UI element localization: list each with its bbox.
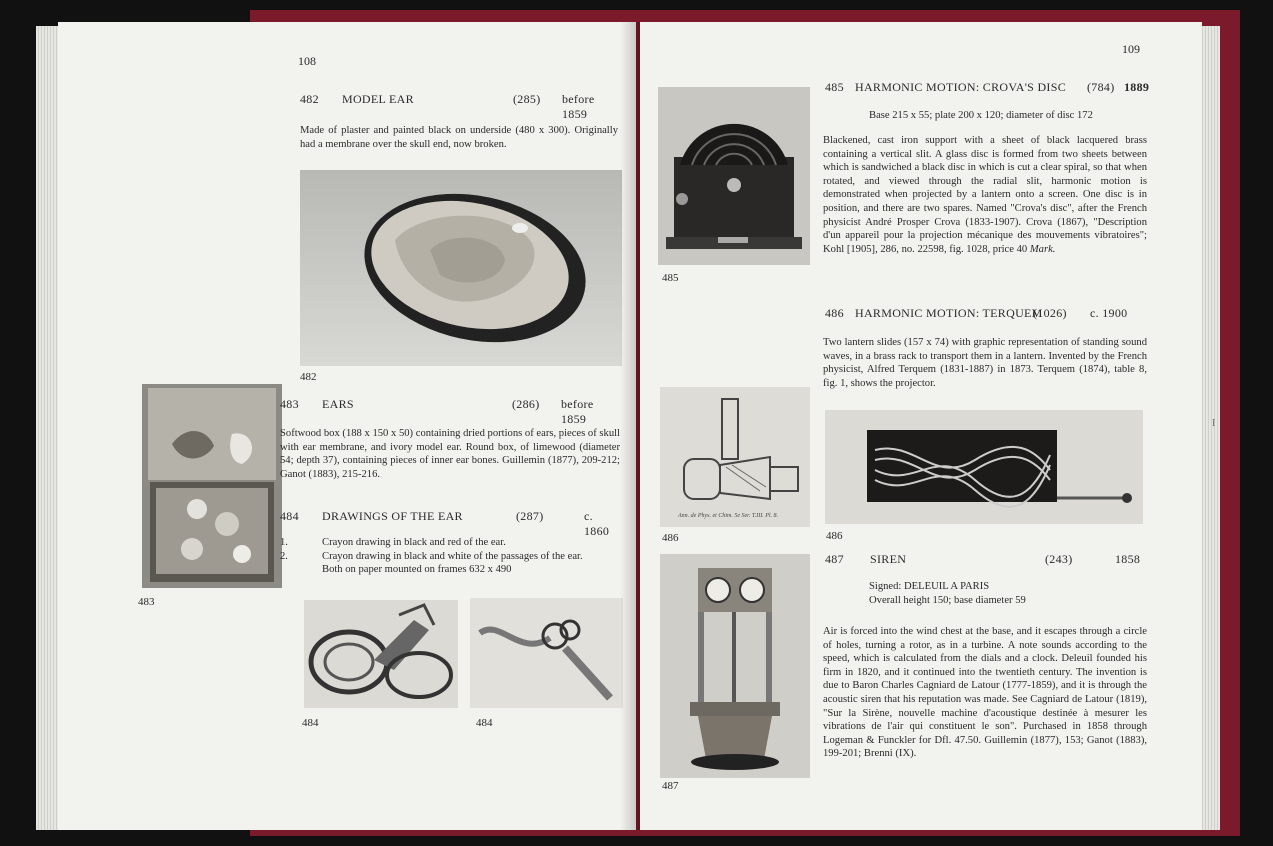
entry-signed-487: Signed: DELEUIL A PARIS xyxy=(869,581,990,592)
list-item-number: 1. xyxy=(280,537,288,548)
entry-title: HARMONIC MOTION: TERQUEM xyxy=(855,306,1043,320)
entry-text-482: Made of plaster and painted black on underside (480 x 300). Originally had a membrane over the skull end, now broken. xyxy=(300,125,618,150)
entry-title: MODEL EAR xyxy=(342,92,414,106)
entry-ref: (286) xyxy=(512,397,540,411)
figure-caption: 483 xyxy=(138,596,155,608)
entry-text-487: Air is forced into the wind chest at the base, and it escapes through a circle of holes, turning a rotor, as in a turbine. A note sounds according to the speed, which is calculated from the dials and a clock. Deleuil founded his firm in 1820, and it continued into the twentieth century. The invention is due to Baron Charles Cagniard de Latour (1777-1859), and it is through the acoustic siren that his reputation was made. See Cagniard de Latour (1819), "Sur la Sirène, nouvelle machine d'acoustique destinée à mesurer les vibrations de l'air qui constituent le son". Purchased in 1858 through Logeman & Funckler for Dfl. 47.50. Guillemin (1877), 153; Ganot (1883), 199-201; Brenni (IX). xyxy=(823,626,1147,760)
entry-text-486: Two lantern slides (157 x 74) with graphic representation of standing sound waves, in a brass rack to transport them in a lantern. Invented by the French physicist, Alfred Terquem (1831-1887) in 1873. Terquem (1874), table 8, fig. 1, shows the projector. xyxy=(823,337,1147,389)
entry-heading-482 xyxy=(300,92,620,121)
ear-drawing-image-1 xyxy=(304,600,458,708)
entry-number: 485 xyxy=(825,80,844,94)
entry-title: SIREN xyxy=(870,552,907,566)
figure-caption: 482 xyxy=(300,371,317,383)
entry-number: 486 xyxy=(825,306,844,320)
entry-date: 1858 xyxy=(1115,552,1141,566)
drawings-list xyxy=(280,536,620,577)
entry-ref: (287) xyxy=(516,509,544,523)
entry-heading-483 xyxy=(280,397,620,426)
entry-heading-485 xyxy=(825,80,1150,96)
entry-heading-486 xyxy=(825,306,1145,322)
entry-text-485 xyxy=(823,134,1147,256)
entry-heading-487 xyxy=(825,552,1145,568)
entry-title: HARMONIC MOTION: CROVA'S DISC xyxy=(855,80,1067,94)
entry-ref: (243) xyxy=(1045,552,1073,566)
figure-caption: 484 xyxy=(302,717,319,729)
entry-body: Blackened, cast iron support with a sheet of black lacquered brass containing a vertical slit. A glass disc is formed from two sheets between which is sandwiched a black disc in which is cut a clear spiral, so that when rotated, and viewed through the radial slit, harmonic motion is demonstrated when projected by a lantern onto a screen. One disc is in position, and there are two spares. Named "Crova's disc", after the French physicist André Prosper Crova (1833-1907). Crova (1867), "Description d'un appareil pour la projection mécanique des mouvements vibratoires"; Kohl [1905], 286, no. 22598, fig. 1028, price 40 xyxy=(823,135,1147,255)
left-page-edges xyxy=(36,26,60,830)
entry-text-483: Softwood box (188 x 150 x 50) containing dried portions of ears, pieces of skull with ear membrane, and ivory model ear. Round box, of limewood (diameter 54; depth 37), containing pieces of inner ear bones. Guillemin (1877), 209-212; Ganot (1883), 215-216. xyxy=(280,428,620,480)
figure-caption: 486 xyxy=(662,532,679,544)
entry-number: 483 xyxy=(280,397,299,411)
model-ear-photo xyxy=(300,170,622,366)
ear-drawing-photo-1 xyxy=(304,600,458,708)
right-page xyxy=(640,22,1202,830)
figure-caption: 486 xyxy=(826,530,843,542)
entry-number: 487 xyxy=(825,552,844,566)
entry-title: DRAWINGS OF THE EAR xyxy=(322,509,463,523)
entry-date: c. 1900 xyxy=(1090,306,1128,320)
figure-caption: 484 xyxy=(476,717,493,729)
page-edge-mark: I xyxy=(1212,418,1216,429)
list-note: Both on paper mounted on frames 632 x 490 xyxy=(322,564,512,576)
page-number: 109 xyxy=(1122,42,1140,56)
list-item-number: 2. xyxy=(280,550,288,562)
terquem-engraving xyxy=(660,387,810,527)
figure-caption: 485 xyxy=(662,272,679,284)
entry-heading-484 xyxy=(280,509,620,538)
terquem-slides-photo xyxy=(825,410,1143,524)
siren-image xyxy=(660,554,810,778)
entry-dims-487: Overall height 150; base diameter 59 xyxy=(869,595,1026,606)
list-item-text: Crayon drawing in black and red of the ear. xyxy=(322,537,506,548)
right-page-edges xyxy=(1200,26,1220,830)
entry-ref: (285) xyxy=(513,92,541,106)
ears-box-photo xyxy=(142,384,282,588)
list-item xyxy=(280,536,620,550)
siren-photo xyxy=(660,554,810,778)
entry-body-tail: Mark. xyxy=(1029,243,1056,255)
list-item xyxy=(280,550,620,564)
crova-disc-photo xyxy=(658,87,810,265)
entry-date: 1889 xyxy=(1124,80,1150,94)
entry-title: EARS xyxy=(322,397,354,411)
entry-date: c. 1860 xyxy=(584,509,610,538)
entry-date: before 1859 xyxy=(562,92,595,121)
crova-disc-image xyxy=(658,87,810,265)
entry-date: before 1859 xyxy=(561,397,594,426)
terquem-slides-image xyxy=(825,410,1143,524)
page-number: 108 xyxy=(298,54,316,68)
model-ear-image xyxy=(300,170,622,366)
engraving-caption: Ann. de Phys. et Chim. 5e Ser. T.III. Pl. 8. xyxy=(678,513,779,519)
entry-ref: (784) xyxy=(1087,80,1115,94)
left-page xyxy=(58,22,636,830)
entry-number: 482 xyxy=(300,92,319,106)
terquem-engraving-image xyxy=(660,387,810,527)
list-item-text: Crayon drawing in black and white of the passages of the ear. xyxy=(322,550,583,562)
ears-box-image xyxy=(142,384,282,588)
entry-ref: (1026) xyxy=(1033,306,1067,320)
entry-number: 484 xyxy=(280,509,299,523)
entry-dims-485: Base 215 x 55; plate 200 x 120; diameter of disc 172 xyxy=(869,110,1093,121)
ear-drawing-image-2 xyxy=(470,598,623,708)
figure-caption: 487 xyxy=(662,780,679,792)
ear-drawing-photo-2 xyxy=(470,598,623,708)
